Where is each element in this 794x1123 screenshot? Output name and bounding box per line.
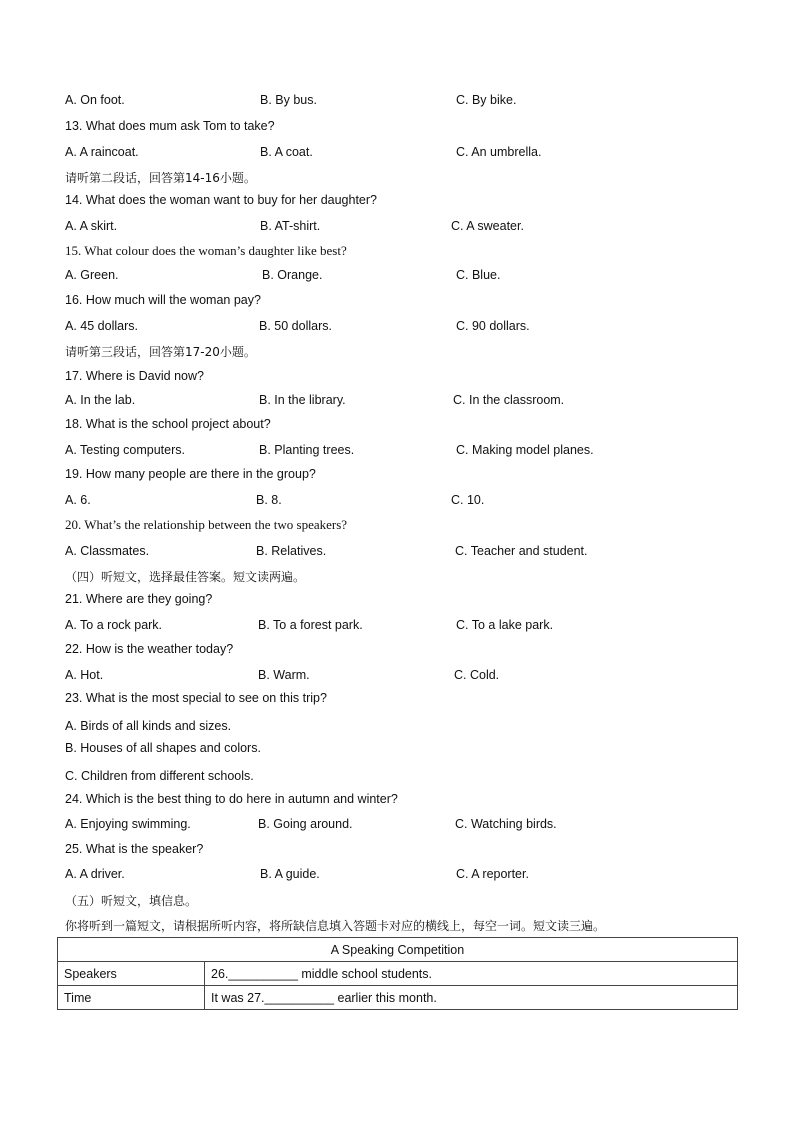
option-c: C. A reporter.	[456, 867, 529, 881]
row-value: It was 27.__________ earlier this month.	[205, 986, 738, 1010]
option-b: B. A guide.	[260, 867, 320, 881]
question-text: A. Birds of all kinds and sizes.	[65, 719, 232, 733]
option-a: A. 6.	[65, 493, 91, 507]
section-instruction: （四）听短文，选择最佳答案。短文读两遍。	[65, 570, 306, 584]
option-a: A. A driver.	[65, 867, 125, 881]
options-row	[0, 393, 794, 409]
option-a: A. Testing computers.	[65, 443, 185, 457]
section-instruction: （五）听短文，填信息。	[65, 894, 198, 908]
option-b: B. Warm.	[258, 668, 310, 682]
option-b: B. 50 dollars.	[259, 319, 332, 333]
row-value: 26.__________ middle school students.	[205, 962, 738, 986]
question-text: C. Children from different schools.	[65, 769, 254, 783]
info-table	[57, 937, 738, 1010]
option-a: A. On foot.	[65, 93, 125, 107]
question-text: 19. How many people are there in the group?	[65, 467, 316, 481]
option-b: B. Going around.	[258, 817, 353, 831]
option-b: B. Relatives.	[256, 544, 327, 558]
table-title: A Speaking Competition	[58, 938, 738, 962]
options-row	[0, 443, 794, 459]
options-row	[0, 93, 794, 109]
option-c: C. To a lake park.	[456, 618, 554, 632]
option-a: A. Green.	[65, 268, 119, 282]
option-b: B. Orange.	[262, 268, 323, 282]
options-row	[0, 867, 794, 883]
row-label: Speakers	[58, 962, 205, 986]
table-row	[58, 962, 738, 986]
question-text: 16. How much will the woman pay?	[65, 293, 261, 307]
option-b: B. A coat.	[260, 145, 313, 159]
option-a: A. Hot.	[65, 668, 104, 682]
option-b: B. Planting trees.	[259, 443, 355, 457]
option-c: C. Watching birds.	[455, 817, 557, 831]
options-row	[0, 618, 794, 634]
options-row	[0, 145, 794, 161]
question-text: 14. What does the woman want to buy for her daughter?	[65, 193, 377, 207]
option-b: B. AT-shirt.	[260, 219, 321, 233]
option-a: A. Enjoying swimming.	[65, 817, 191, 831]
options-row	[0, 319, 794, 335]
option-c: C. 90 dollars.	[456, 319, 530, 333]
option-a: A. A skirt.	[65, 219, 118, 233]
table-title-row	[58, 938, 738, 962]
option-c: C. Blue.	[456, 268, 501, 282]
option-a: A. 45 dollars.	[65, 319, 138, 333]
option-c: C. Cold.	[454, 668, 500, 682]
option-a: A. To a rock park.	[65, 618, 163, 632]
table-row	[58, 986, 738, 1010]
question-text: 25. What is the speaker?	[65, 842, 204, 856]
option-c: C. By bike.	[456, 93, 517, 107]
option-c: C. 10.	[451, 493, 485, 507]
row-label: Time	[58, 986, 205, 1010]
option-c: C. Teacher and student.	[455, 544, 588, 558]
option-b: B. In the library.	[259, 393, 346, 407]
options-row	[0, 544, 794, 560]
question-text: 13. What does mum ask Tom to take?	[65, 119, 275, 133]
option-a: A. In the lab.	[65, 393, 136, 407]
section-instruction: 你将听到一篇短文，请根据所听内容，将所缺信息填入答题卡对应的横线上，每空一词。短文读三遍。	[65, 919, 606, 933]
question-text: 21. Where are they going?	[65, 592, 213, 606]
question-text: 15. What colour does the woman’s daughter like best?	[65, 243, 347, 258]
option-a: A. A raincoat.	[65, 145, 139, 159]
question-text: 20. What’s the relationship between the two speakers?	[65, 517, 348, 532]
question-text: 17. Where is David now?	[65, 369, 204, 383]
options-row	[0, 817, 794, 833]
options-row	[0, 268, 794, 284]
options-row	[0, 668, 794, 684]
option-b: B. 8.	[256, 493, 282, 507]
question-text: 22. How is the weather today?	[65, 642, 234, 656]
question-text: 23. What is the most special to see on this trip?	[65, 691, 327, 705]
question-text: 18. What is the school project about?	[65, 417, 271, 431]
section-instruction: 请听第三段话，回答第17-20小题。	[65, 345, 256, 359]
option-c: C. Making model planes.	[456, 443, 594, 457]
options-row	[0, 219, 794, 235]
question-text: 24. Which is the best thing to do here in autumn and winter?	[65, 792, 398, 806]
section-instruction: 请听第二段话，回答第14-16小题。	[65, 171, 256, 185]
option-b: B. By bus.	[260, 93, 317, 107]
option-c: C. A sweater.	[451, 219, 524, 233]
option-a: A. Classmates.	[65, 544, 150, 558]
option-b: B. To a forest park.	[258, 618, 363, 632]
question-text: B. Houses of all shapes and colors.	[65, 741, 261, 755]
option-c: C. In the classroom.	[453, 393, 565, 407]
option-c: C. An umbrella.	[456, 145, 542, 159]
options-row	[0, 493, 794, 509]
